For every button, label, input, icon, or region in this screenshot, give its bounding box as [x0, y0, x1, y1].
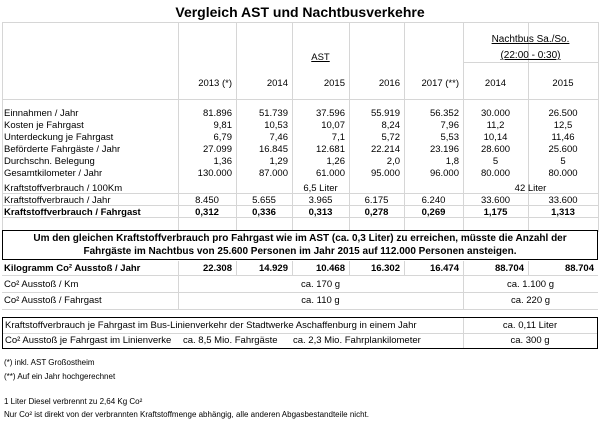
footnote: (**) Auf ein Jahr hochgerechnet [4, 372, 116, 381]
table-cell: ca. 170 g [300, 279, 341, 290]
table-cell: 96.000 [429, 168, 459, 179]
grid-line [2, 275, 598, 276]
row-label: Kosten je Fahrgast [4, 120, 84, 131]
table-cell: 10,07 [321, 120, 345, 131]
year-header: 2015 [323, 78, 345, 89]
table-cell: 55.919 [370, 108, 400, 119]
table-cell: 9,81 [213, 120, 232, 131]
table-cell: 27.099 [202, 144, 232, 155]
table-cell: 1,175 [483, 207, 508, 218]
row-label: Unterdeckung je Fahrgast [4, 132, 114, 143]
header-nachtbus-time: (22:00 - 0:30) [500, 50, 561, 61]
table-cell: 1,313 [551, 207, 575, 218]
linien-label: Kraftstoffverbrauch je Fahrgast im Bus-Linienverkehr der Stadtwerke Aschaffenburg in einem Jahr [5, 320, 417, 331]
table-cell: 22.214 [370, 144, 400, 155]
table-cell: 6.240 [421, 195, 446, 206]
table-cell: 6,5 Liter [303, 183, 338, 194]
linien-value: ca. 300 g [510, 335, 550, 346]
table-cell: 10.468 [315, 263, 345, 274]
table-cell: 51.739 [258, 108, 288, 119]
year-header: 2014 [266, 78, 288, 89]
table-cell: 25.600 [548, 144, 578, 155]
highlight-text-line1: Um den gleichen Kraftstoffverbrauch pro Fahrgast wie im AST (ca. 0,3 Liter) zu erreichen, müsste die Anzahl der [33, 233, 567, 244]
table-cell: 5,53 [440, 132, 459, 143]
table-cell: 80.000 [480, 168, 511, 179]
table-cell: 1,29 [269, 156, 288, 167]
year-header: 2016 [378, 78, 400, 89]
table-cell: 5,72 [381, 132, 400, 143]
row-label: Einnahmen / Jahr [4, 108, 79, 119]
table-cell: 0,312 [195, 207, 219, 218]
table-cell: 0,278 [364, 207, 389, 218]
table-cell: 14.929 [258, 263, 288, 274]
linien-value: ca. 0,11 Liter [502, 320, 558, 331]
table-cell: 12.681 [315, 144, 345, 155]
header-ast: AST [311, 52, 330, 63]
table-cell: 61.000 [315, 168, 345, 179]
row-label: Kraftstoffverbrauch / Jahr [4, 195, 111, 206]
row-label: Co² Ausstoß / Fahrgast [4, 295, 102, 306]
table-cell: 3.965 [308, 195, 333, 206]
table-cell: 95.000 [370, 168, 400, 179]
table-cell: 16.845 [258, 144, 288, 155]
row-label: Kraftstoffverbrauch / 100Km [4, 183, 123, 194]
grid-line [2, 292, 598, 293]
page-title: Vergleich AST und Nachtbusverkehre [175, 4, 425, 20]
grid-line [2, 309, 598, 310]
year-header: 2017 (**) [421, 78, 459, 89]
table-cell: 22.308 [202, 263, 232, 274]
row-label: Kraftstoffverbrauch / Fahrgast [4, 207, 141, 218]
row-label: Kilogramm Co² Ausstoß / Jahr [4, 263, 141, 274]
year-header: 2015 [552, 78, 574, 89]
table-cell: 26.500 [548, 108, 578, 119]
table-cell: 12,5 [553, 120, 573, 131]
table-cell: 16.302 [370, 263, 400, 274]
grid-line [2, 99, 598, 100]
table-cell: 33.600 [548, 195, 578, 206]
table-cell: 10,14 [483, 132, 508, 143]
table-cell: ca. 220 g [510, 295, 551, 306]
table-cell: 0,313 [308, 207, 333, 218]
table-cell: 8,24 [381, 120, 400, 131]
table-cell: 5.655 [252, 195, 276, 206]
table-cell: 88.704 [564, 263, 594, 274]
table-cell: 10,53 [264, 120, 288, 131]
table-cell: 7,46 [269, 132, 288, 143]
table-cell: 42 Liter [514, 183, 547, 194]
table-cell: 7,96 [440, 120, 459, 131]
table-cell: 2,0 [386, 156, 400, 167]
table-cell: 33.600 [480, 195, 511, 206]
year-header: 2014 [484, 78, 507, 89]
table-cell: 87.000 [258, 168, 288, 179]
grid-line [3, 333, 597, 334]
table-cell: 88.704 [494, 263, 524, 274]
table-cell: 6.175 [364, 195, 389, 206]
table-cell: 28.600 [480, 144, 511, 155]
grid-line [2, 22, 598, 23]
row-label: Co² Ausstoß / Km [4, 279, 79, 290]
table-cell: 1,8 [445, 156, 459, 167]
table-cell: 37.596 [315, 108, 345, 119]
row-label: Gesamtkilometer / Jahr [4, 168, 103, 179]
table-cell: 80.000 [548, 168, 578, 179]
table-cell: 1,26 [326, 156, 345, 167]
table-cell: 11,46 [551, 132, 575, 143]
table-cell: 130.000 [197, 168, 232, 179]
table-cell: 11,2 [486, 120, 505, 131]
linienverkehr-box [2, 317, 598, 349]
linien-label: Co² Ausstoß je Fahrgast im Linienverke [5, 335, 172, 346]
table-cell: 0,269 [421, 207, 446, 218]
table-cell: 30.000 [480, 108, 511, 119]
table-cell: 6,79 [213, 132, 232, 143]
footnote: Nur Co² ist direkt von der verbrannten Kraftstoffmenge abhängig, alle anderen Abgasbestandteile nicht. [4, 410, 369, 419]
grid-line [463, 62, 598, 63]
table-cell: 5 [492, 156, 499, 167]
table-cell: 81.896 [202, 108, 232, 119]
row-label: Beförderte Fahrgäste / Jahr [4, 144, 121, 155]
footnote: 1 Liter Diesel verbrennt zu 2,64 Kg Co² [4, 397, 143, 406]
table-cell: 56.352 [429, 108, 459, 119]
grid-line [598, 22, 599, 232]
linien-kilometer: ca. 2,3 Mio. Fahrplankilometer [293, 335, 421, 346]
year-header: 2013 (*) [198, 78, 232, 89]
table-cell: 1,36 [213, 156, 232, 167]
row-label: Durchschn. Belegung [4, 156, 95, 167]
table-cell: 23.196 [429, 144, 459, 155]
table-cell: 16.474 [429, 263, 459, 274]
highlight-text-line2: Fahrgäste im Nachtbus von 25.600 Personen im Jahr 2015 auf 112.000 Personen ansteigen. [83, 246, 517, 257]
table-cell: 8.450 [195, 195, 219, 206]
header-nachtbus: Nachtbus Sa./So. [491, 34, 570, 45]
grid-line [2, 22, 3, 232]
table-cell: ca. 110 g [301, 295, 340, 306]
table-cell: ca. 1.100 g [506, 279, 554, 290]
table-cell: 0,336 [252, 207, 276, 218]
table-cell: 7,1 [331, 132, 345, 143]
linien-fahrgaeste: ca. 8,5 Mio. Fahrgäste [183, 335, 278, 346]
highlight-box [2, 230, 598, 260]
footnote: (*) inkl. AST Großostheim [4, 358, 95, 367]
table-cell: 5 [560, 156, 566, 167]
